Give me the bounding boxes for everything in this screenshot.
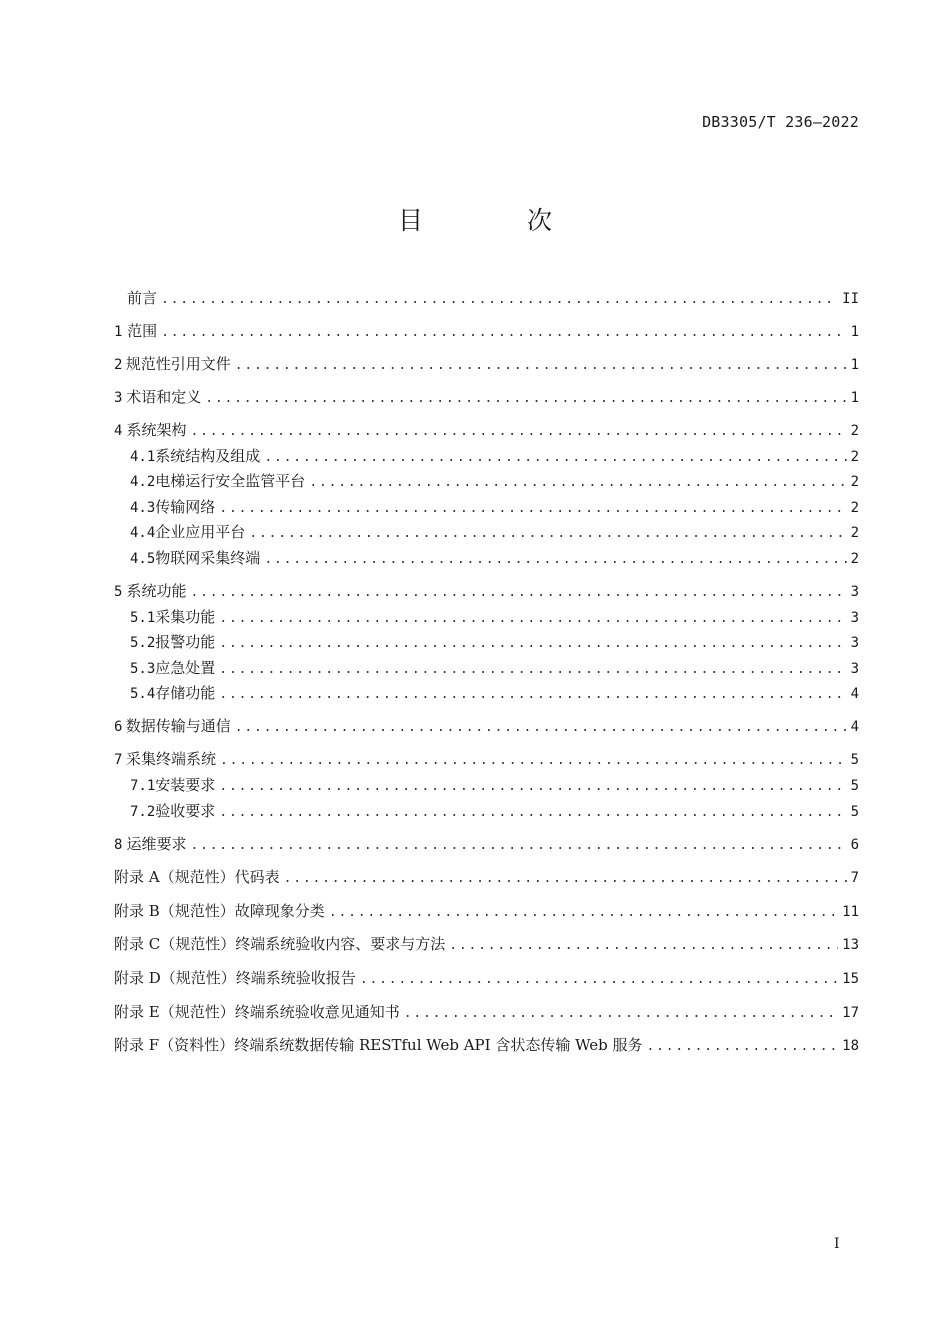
toc-entry-page: 5 xyxy=(850,777,859,794)
toc-entry[interactable] xyxy=(114,632,859,654)
toc-leader-dots xyxy=(329,903,838,923)
toc-entry-page: 2 xyxy=(850,474,859,491)
toc-entry[interactable] xyxy=(114,1035,859,1057)
toc-entry-label: 运维要求 xyxy=(126,834,187,853)
toc-entry-label: 传输网络 xyxy=(155,497,216,516)
toc-entry-number: 7 xyxy=(114,752,123,769)
toc-entry[interactable] xyxy=(114,471,859,493)
toc-entry[interactable] xyxy=(114,446,859,468)
toc-entry-number: 7.2 xyxy=(130,803,156,820)
toc-entry-label: 前言 xyxy=(126,289,157,307)
toc-entry-label: 代码表 xyxy=(234,868,280,887)
toc-entry[interactable] xyxy=(114,354,859,376)
table-of-contents xyxy=(114,288,859,1057)
toc-leader-dots xyxy=(284,869,847,889)
toc-entry[interactable] xyxy=(114,607,859,629)
toc-entry[interactable] xyxy=(114,658,859,680)
toc-entry-page: 13 xyxy=(842,937,859,954)
toc-leader-dots xyxy=(235,356,847,376)
toc-leader-dots xyxy=(219,685,846,705)
toc-entry-label: 系统架构 xyxy=(126,421,187,439)
toc-entry-number: 7.1 xyxy=(130,777,156,794)
toc-entry[interactable] xyxy=(114,581,859,603)
toc-leader-dots xyxy=(205,389,846,409)
toc-entry-label: 终端系统验收意见通知书 xyxy=(234,1002,400,1021)
toc-entry-label: 规范性引用文件 xyxy=(125,355,231,373)
toc-entry[interactable] xyxy=(114,497,859,519)
toc-entry-number: 6 xyxy=(114,719,123,736)
toc-entry-number: 3 xyxy=(114,390,123,406)
toc-entry-number: 5.2 xyxy=(130,635,156,652)
toc-leader-dots xyxy=(219,803,846,823)
toc-entry-label: 终端系统验收报告 xyxy=(235,968,356,987)
toc-title: 目 次 xyxy=(398,206,600,235)
toc-entry[interactable] xyxy=(114,321,859,343)
toc-entry-label: 企业应用平台 xyxy=(155,523,246,542)
toc-entry[interactable] xyxy=(114,716,859,738)
toc-entry-number: 5 xyxy=(114,583,123,600)
toc-entry[interactable] xyxy=(114,548,859,570)
toc-entry-page: II xyxy=(842,291,859,307)
toc-entry-number: 4.5 xyxy=(130,550,156,567)
toc-entry-number: 8 xyxy=(114,836,123,853)
toc-entry-page: 15 xyxy=(842,970,859,987)
toc-leader-dots xyxy=(220,751,847,771)
toc-entry-label: 安装要求 xyxy=(155,775,216,794)
toc-entry-page: 2 xyxy=(850,423,859,439)
toc-entry-page: 6 xyxy=(850,836,859,853)
toc-entry-label: 终端系统数据传输 RESTful Web API 含状态传输 Web 服务 xyxy=(234,1036,643,1055)
toc-leader-dots xyxy=(191,422,847,442)
toc-entry-page: 5 xyxy=(850,803,859,820)
toc-leader-dots xyxy=(219,499,846,519)
page-number: I xyxy=(834,1236,840,1252)
toc-entry-page: 5 xyxy=(850,752,859,769)
toc-entry-page: 4 xyxy=(850,686,859,703)
toc-entry[interactable] xyxy=(114,420,859,442)
toc-leader-dots xyxy=(264,448,846,468)
toc-entry-label: 电梯运行安全监管平台 xyxy=(155,472,306,491)
toc-entry-page: 17 xyxy=(842,1004,859,1021)
toc-leader-dots xyxy=(264,550,846,570)
toc-entry[interactable] xyxy=(114,775,859,797)
toc-entry-page: 4 xyxy=(850,719,859,736)
toc-entry-label: 系统功能 xyxy=(126,581,187,600)
toc-entry-page: 2 xyxy=(850,448,859,465)
toc-entry-label: 数据传输与通信 xyxy=(125,717,231,736)
toc-leader-dots xyxy=(647,1037,839,1057)
toc-entry-number: 4.4 xyxy=(130,525,156,542)
toc-entry[interactable] xyxy=(114,934,859,956)
toc-entry[interactable] xyxy=(114,522,859,544)
toc-entry-number: 5.1 xyxy=(130,609,156,626)
toc-leader-dots xyxy=(191,836,847,856)
toc-leader-dots xyxy=(249,524,846,544)
toc-entry-page: 3 xyxy=(850,609,859,626)
toc-entry-number: 4.3 xyxy=(130,499,156,516)
toc-leader-dots xyxy=(219,609,846,629)
toc-leader-dots xyxy=(191,583,847,603)
toc-entry-number: 5.3 xyxy=(130,660,156,677)
toc-leader-dots xyxy=(449,936,838,956)
toc-entry[interactable] xyxy=(114,867,859,889)
toc-leader-dots xyxy=(219,777,846,797)
toc-entry-number: 4 xyxy=(114,423,123,439)
toc-entry-label: 报警功能 xyxy=(155,633,216,652)
toc-entry-label: 系统结构及组成 xyxy=(155,446,261,465)
toc-entry-label: 采集终端系统 xyxy=(125,750,216,769)
toc-entry[interactable] xyxy=(114,968,859,990)
toc-entry-number: 附录 E（规范性） xyxy=(114,1002,235,1021)
toc-entry-number: 附录 C（规范性） xyxy=(114,935,236,954)
toc-entry-page: 2 xyxy=(850,499,859,516)
toc-entry-number: 1 xyxy=(114,324,123,340)
toc-entry-number: 附录 F（资料性） xyxy=(114,1036,235,1055)
toc-leader-dots xyxy=(360,970,838,990)
toc-entry-label: 采集功能 xyxy=(155,607,216,626)
toc-leader-dots xyxy=(235,718,847,738)
toc-leader-dots xyxy=(161,323,846,343)
toc-entry[interactable] xyxy=(114,801,859,823)
toc-entry-label: 术语和定义 xyxy=(126,388,202,406)
toc-entry[interactable] xyxy=(114,288,859,310)
toc-entry-label: 故障现象分类 xyxy=(234,901,325,920)
toc-entry[interactable] xyxy=(114,834,859,856)
toc-leader-dots xyxy=(219,660,846,680)
toc-entry-number: 5.4 xyxy=(130,686,156,703)
toc-entry-number: 4.2 xyxy=(130,474,156,491)
toc-entry[interactable] xyxy=(114,749,859,771)
toc-entry-page: 3 xyxy=(850,635,859,652)
toc-leader-dots xyxy=(219,634,846,654)
toc-entry[interactable] xyxy=(114,1002,859,1024)
toc-entry-label: 范围 xyxy=(127,322,158,340)
toc-entry-page: 2 xyxy=(850,550,859,567)
toc-entry-page: 1 xyxy=(850,357,859,373)
toc-entry-number: 附录 A（规范性） xyxy=(114,868,235,887)
toc-entry-page: 3 xyxy=(850,660,859,677)
toc-leader-dots xyxy=(404,1004,838,1024)
toc-entry-page: 2 xyxy=(850,525,859,542)
toc-entry-number: 4.1 xyxy=(130,448,156,465)
toc-entry-label: 存储功能 xyxy=(155,684,216,703)
toc-entry-page: 3 xyxy=(850,583,859,600)
toc-entry-page: 1 xyxy=(850,390,859,406)
toc-entry-page: 18 xyxy=(842,1038,859,1055)
toc-leader-dots xyxy=(309,473,846,493)
toc-leader-dots xyxy=(161,290,838,310)
toc-entry[interactable] xyxy=(114,901,859,923)
toc-entry-label: 物联网采集终端 xyxy=(155,548,261,567)
document-code: DB3305/T 236—2022 xyxy=(702,113,859,131)
toc-entry-page: 7 xyxy=(850,870,859,887)
toc-entry[interactable] xyxy=(114,683,859,705)
toc-entry[interactable] xyxy=(114,387,859,409)
toc-entry-label: 验收要求 xyxy=(155,801,216,820)
toc-entry-page: 1 xyxy=(850,324,859,340)
toc-entry-number: 2 xyxy=(114,357,123,373)
toc-entry-number: 附录 D（规范性） xyxy=(114,968,236,987)
toc-entry-page: 11 xyxy=(842,903,859,920)
toc-entry-label: 终端系统验收内容、要求与方法 xyxy=(235,935,446,954)
toc-entry-label: 应急处置 xyxy=(155,658,216,677)
toc-entry-number: 附录 B（规范性） xyxy=(114,901,235,920)
